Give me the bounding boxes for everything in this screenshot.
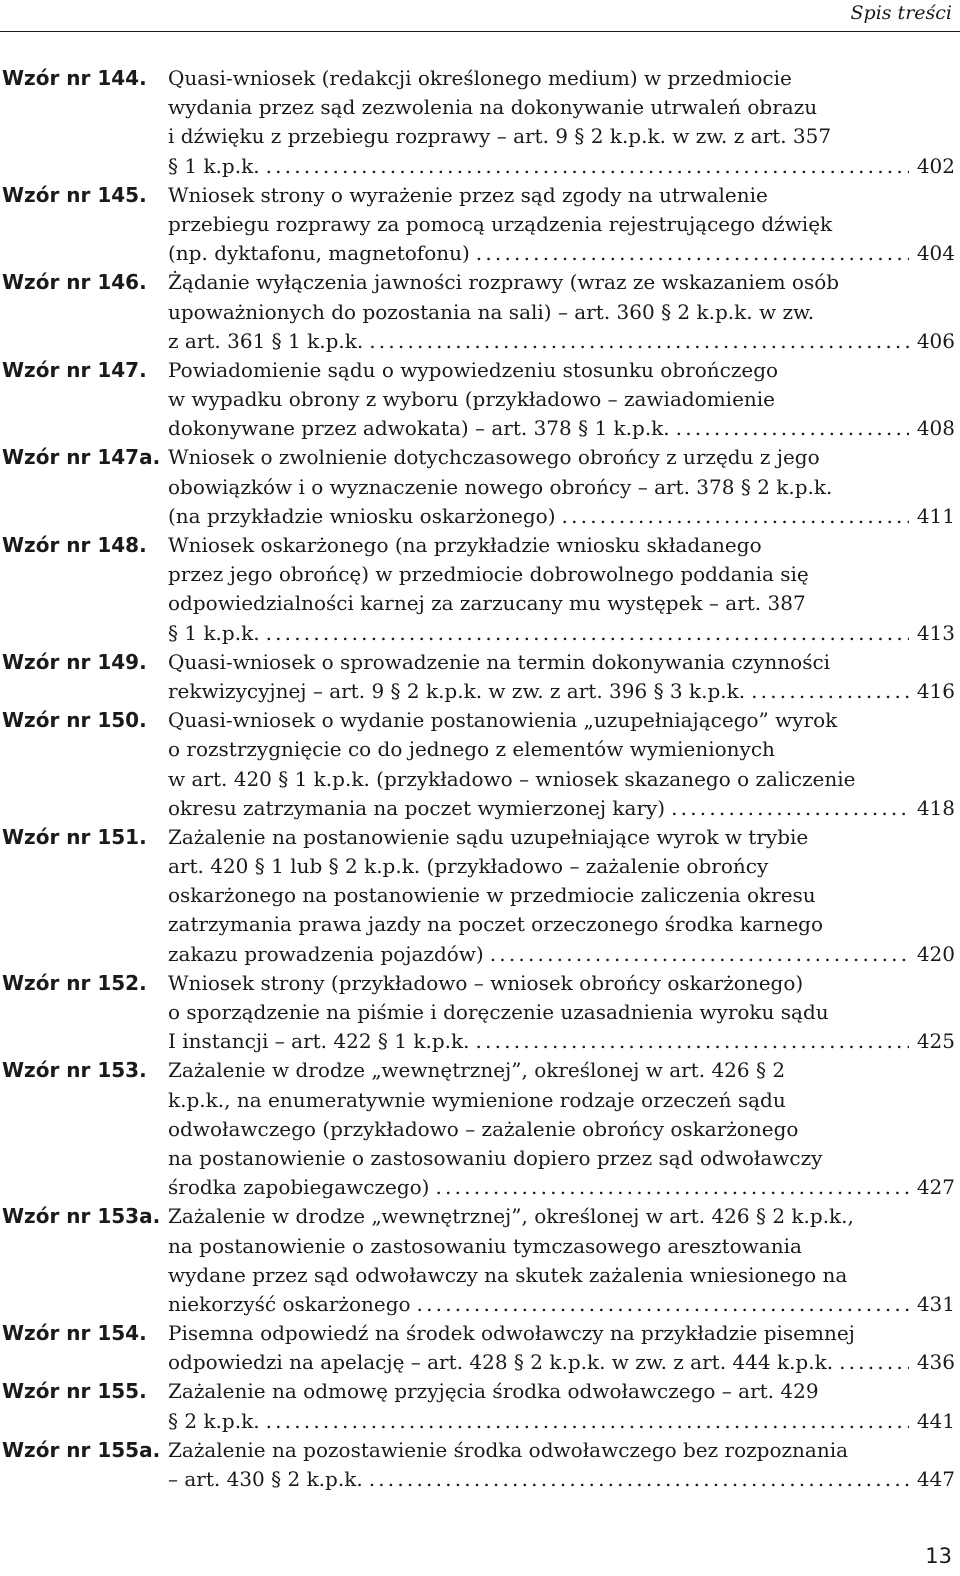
toc-entry-title-text: dokonywane przez adwokata) – art. 378 § 1 k.p.k. bbox=[168, 416, 670, 441]
toc-entry-title bbox=[168, 531, 955, 648]
toc-entry-title-line: Zażalenie na pozostawienie środka odwoławczego bez rozpoznania bbox=[168, 1437, 849, 1462]
toc-entry-title-line: o sporządzenie na piśmie i doręczenie uzasadnienia wyroku sądu bbox=[168, 1000, 829, 1024]
toc-entry-title-line: w wypadku obrony z wyboru (przykładowo – zawiadomienie bbox=[168, 387, 776, 412]
toc-entry-title-line: Wniosek strony o wyrażenie przez sąd zgody na utrwalenie bbox=[168, 182, 768, 207]
toc-entry-title-text: zakazu prowadzenia pojazdów) bbox=[168, 941, 484, 966]
toc-entry-label: Wzór nr 147. bbox=[2, 357, 147, 382]
toc-entry-title bbox=[168, 268, 955, 356]
toc-entry-title-text: z art. 361 § 1 k.p.k. bbox=[168, 328, 364, 353]
toc-entry-title-line bbox=[168, 1290, 955, 1319]
toc-entry-label: Wzór nr 153. bbox=[2, 1058, 147, 1083]
dot-leader bbox=[429, 1173, 908, 1202]
toc-entry-label: Wzór nr 146. bbox=[2, 270, 147, 295]
toc-entry-title bbox=[168, 648, 955, 706]
toc-entry-title-text: § 1 k.p.k. bbox=[168, 153, 260, 178]
toc-entry-title-line bbox=[168, 1348, 955, 1377]
toc-entry-page: 431 bbox=[916, 1291, 955, 1316]
toc-entry-title-line: Wniosek oskarżonego (na przykładzie wniosku składanego bbox=[168, 533, 762, 557]
toc-entry-page: 441 bbox=[916, 1408, 955, 1433]
toc-entry-page: 425 bbox=[916, 1029, 955, 1054]
toc-entry-page: 402 bbox=[916, 153, 955, 178]
dot-leader bbox=[745, 677, 909, 706]
toc-entry-title-line: i dźwięku z przebiegu rozprawy – art. 9 § 2 k.p.k. w zw. z art. 357 bbox=[168, 124, 832, 149]
toc-entry-title bbox=[168, 1319, 955, 1377]
toc-entry[interactable] bbox=[2, 268, 955, 356]
toc-entry-title bbox=[168, 1436, 955, 1494]
toc-entry-label: Wzór nr 147a. bbox=[2, 445, 161, 470]
toc-entry-title-line: w art. 420 § 1 k.p.k. (przykładowo – wniosek skazanego o zaliczenie bbox=[168, 766, 856, 791]
toc-entry-title-line: Zażalenie na odmowę przyjęcia środka odwoławczego – art. 429 bbox=[168, 1379, 819, 1404]
toc-entry-page: 447 bbox=[916, 1467, 955, 1491]
toc-entry[interactable] bbox=[2, 64, 955, 181]
toc-entry-label: Wzór nr 152. bbox=[2, 970, 147, 995]
toc-entry-title bbox=[168, 823, 955, 969]
toc-entry-title bbox=[168, 181, 955, 269]
toc-entry-title-line bbox=[168, 794, 955, 823]
toc-entry-title bbox=[168, 1202, 955, 1319]
dot-leader bbox=[833, 1348, 909, 1377]
toc-entry[interactable] bbox=[2, 1319, 955, 1377]
toc-entry-title-line: upoważnionych do pozostania na sali) – art. 360 § 2 k.p.k. w zw. bbox=[168, 299, 815, 324]
toc-entry-page: 408 bbox=[916, 416, 955, 441]
toc-entry-label: Wzór nr 148. bbox=[2, 533, 147, 557]
toc-entry-page: 416 bbox=[916, 678, 955, 703]
toc-entry-title-line: na postanowienie o zastosowaniu tymczasowego aresztowania bbox=[168, 1233, 802, 1258]
toc-entry[interactable] bbox=[2, 1436, 955, 1494]
toc-entry-title-line: Quasi-wniosek o sprowadzenie na termin dokonywania czynności bbox=[168, 649, 831, 674]
toc-entry-page: 406 bbox=[916, 328, 955, 353]
toc-entry-title-line: Wniosek strony (przykładowo – wniosek obrońcy oskarżonego) bbox=[168, 970, 804, 995]
header-rule bbox=[0, 31, 960, 32]
toc-entry[interactable] bbox=[2, 356, 955, 444]
toc-entry-page: 427 bbox=[916, 1175, 955, 1200]
toc-entry-title-text: (np. dyktafonu, magnetofonu) bbox=[168, 241, 470, 266]
toc-entry-title-text: § 1 k.p.k. bbox=[168, 620, 260, 645]
toc-entry-title bbox=[168, 1056, 955, 1202]
dot-leader bbox=[556, 502, 909, 531]
toc-entry[interactable] bbox=[2, 706, 955, 823]
toc-entry[interactable] bbox=[2, 648, 955, 706]
toc-entry-page: 404 bbox=[916, 241, 955, 266]
toc-entry-title-text: (na przykładzie wniosku oskarżonego) bbox=[168, 503, 556, 528]
toc-entry-title-text: rekwizycyjnej – art. 9 § 2 k.p.k. w zw. z art. 396 § 3 k.p.k. bbox=[168, 678, 746, 703]
dot-leader bbox=[411, 1290, 909, 1319]
dot-leader bbox=[260, 1407, 909, 1436]
toc-entry-page: 436 bbox=[916, 1350, 955, 1375]
toc-entry-title bbox=[168, 443, 955, 531]
toc-entry[interactable] bbox=[2, 181, 955, 269]
toc-entry-page: 411 bbox=[916, 503, 955, 528]
dot-leader bbox=[363, 1465, 909, 1494]
dot-leader bbox=[260, 619, 909, 648]
toc-entry-label: Wzór nr 155. bbox=[2, 1379, 147, 1404]
toc-entry-title-text: środka zapobiegawczego) bbox=[168, 1175, 430, 1200]
toc-entry-title bbox=[168, 706, 955, 823]
toc-entry-title-text: okresu zatrzymania na poczet wymierzonej kary) bbox=[168, 795, 666, 820]
toc-entry-title-line bbox=[168, 327, 955, 356]
toc-entry-title-line: wydania przez sąd zezwolenia na dokonywanie utrwaleń obrazu bbox=[168, 95, 818, 120]
toc-entry-title-line: Żądanie wyłączenia jawności rozprawy (wraz ze wskazaniem osób bbox=[168, 270, 840, 295]
toc-entry-title-line: Zażalenie w drodze „wewnętrznej”, określonej w art. 426 § 2 k.p.k., bbox=[168, 1204, 854, 1229]
toc-entry-title bbox=[168, 356, 955, 444]
toc-entry-label: Wzór nr 153a. bbox=[2, 1204, 161, 1229]
toc-entry-title-text: – art. 430 § 2 k.p.k. bbox=[168, 1467, 363, 1491]
toc-entry-label: Wzór nr 150. bbox=[2, 708, 147, 733]
toc-entry-title-line bbox=[168, 1407, 955, 1436]
toc-entry-title-line: Zażalenie w drodze „wewnętrznej”, określonej w art. 426 § 2 bbox=[168, 1058, 786, 1083]
toc-entry-title-line: Pisemna odpowiedź na środek odwoławczy na przykładzie pisemnej bbox=[168, 1321, 855, 1346]
toc-entry-title-line bbox=[168, 414, 955, 443]
toc-entry-title-line: odwoławczego (przykładowo – zażalenie obrońcy oskarżonego bbox=[168, 1116, 799, 1141]
running-head: Spis treści bbox=[850, 2, 952, 24]
toc-entry-title-line: przez jego obrońcę) w przedmiocie dobrowolnego poddania się bbox=[168, 562, 809, 587]
dot-leader bbox=[670, 414, 909, 443]
toc-entry-title-line: wydane przez sąd odwoławczy na skutek zażalenia wniesionego na bbox=[168, 1262, 848, 1287]
toc-entry-title-line: oskarżonego na postanowienie w przedmiocie zaliczenia okresu bbox=[168, 883, 816, 908]
toc-entry-title-line bbox=[168, 940, 955, 969]
toc-entry-title-line: Wniosek o zwolnienie dotychczasowego obrońcy z urzędu z jego bbox=[168, 445, 820, 470]
toc-entry-title-line bbox=[168, 239, 955, 268]
toc-entry-label: Wzór nr 145. bbox=[2, 182, 147, 207]
toc-entry[interactable] bbox=[2, 531, 955, 648]
table-of-contents bbox=[2, 64, 955, 1494]
toc-entry[interactable] bbox=[2, 1377, 955, 1435]
toc-entry-title-line: Quasi-wniosek (redakcji określonego medium) w przedmiocie bbox=[168, 66, 792, 90]
toc-entry[interactable] bbox=[2, 969, 955, 1057]
toc-entry-page: 413 bbox=[916, 620, 955, 645]
dot-leader bbox=[665, 794, 909, 823]
toc-entry-title-line: art. 420 § 1 lub § 2 k.p.k. (przykładowo – zażalenie obrońcy bbox=[168, 854, 769, 879]
toc-entry-title-line bbox=[168, 1027, 955, 1056]
toc-entry-title-line: na postanowienie o zastosowaniu dopiero przez sąd odwoławczy bbox=[168, 1145, 823, 1170]
toc-entry-title-line: Powiadomienie sądu o wypowiedzeniu stosunku obrończego bbox=[168, 357, 779, 382]
toc-entry-title-text: I instancji – art. 422 § 1 k.p.k. bbox=[168, 1029, 470, 1054]
toc-entry-label: Wzór nr 155a. bbox=[2, 1437, 161, 1462]
toc-entry-title-text: niekorzyść oskarżonego bbox=[168, 1291, 411, 1316]
dot-leader bbox=[469, 1027, 908, 1056]
toc-entry-title-line bbox=[168, 1465, 955, 1494]
toc-entry-title-line: odpowiedzialności karnej za zarzucany mu występek – art. 387 bbox=[168, 591, 806, 616]
dot-leader bbox=[363, 327, 909, 356]
toc-entry-title-line: przebiegu rozprawy za pomocą urządzenia rejestrującego dźwięk bbox=[168, 211, 833, 236]
toc-entry-title-line: Quasi-wniosek o wydanie postanowienia „uzupełniającego” wyrok bbox=[168, 708, 838, 733]
toc-entry-title-text: odpowiedzi na apelację – art. 428 § 2 k.p.k. w zw. z art. 444 k.p.k. bbox=[168, 1350, 834, 1375]
toc-entry-title bbox=[168, 969, 955, 1057]
toc-entry-title-line: zatrzymania prawa jazdy na poczet orzeczonego środka karnego bbox=[168, 912, 824, 937]
page-number: 13 bbox=[925, 1544, 952, 1568]
dot-leader bbox=[484, 940, 909, 969]
toc-entry-title-line bbox=[168, 502, 955, 531]
toc-entry-title-line: k.p.k., na enumeratywnie wymienione rodzaje orzeczeń sądu bbox=[168, 1087, 786, 1112]
toc-entry-label: Wzór nr 154. bbox=[2, 1321, 147, 1346]
toc-entry-title-line bbox=[168, 677, 955, 706]
toc-entry-title bbox=[168, 64, 955, 181]
toc-entry[interactable] bbox=[2, 1202, 955, 1319]
toc-entry-label: Wzór nr 149. bbox=[2, 649, 147, 674]
toc-entry[interactable] bbox=[2, 1056, 955, 1202]
toc-entry-title-line: o rozstrzygnięcie co do jednego z elementów wymienionych bbox=[168, 737, 775, 762]
toc-entry-label: Wzór nr 144. bbox=[2, 66, 147, 90]
toc-entry-page: 420 bbox=[916, 941, 955, 966]
toc-entry-title-line bbox=[168, 1173, 955, 1202]
toc-entry-title-line bbox=[168, 619, 955, 648]
dot-leader bbox=[260, 152, 909, 181]
toc-entry-title-line: obowiązków i o wyznaczenie nowego obrońcy – art. 378 § 2 k.p.k. bbox=[168, 474, 833, 499]
toc-entry-title-line bbox=[168, 152, 955, 181]
toc-entry-label: Wzór nr 151. bbox=[2, 824, 147, 849]
toc-entry-title bbox=[168, 1377, 955, 1435]
toc-entry-title-text: § 2 k.p.k. bbox=[168, 1408, 260, 1433]
toc-entry[interactable] bbox=[2, 443, 955, 531]
toc-entry-title-line: Zażalenie na postanowienie sądu uzupełniające wyrok w trybie bbox=[168, 824, 809, 849]
toc-entry[interactable] bbox=[2, 823, 955, 969]
toc-entry-page: 418 bbox=[916, 795, 955, 820]
dot-leader bbox=[470, 239, 909, 268]
